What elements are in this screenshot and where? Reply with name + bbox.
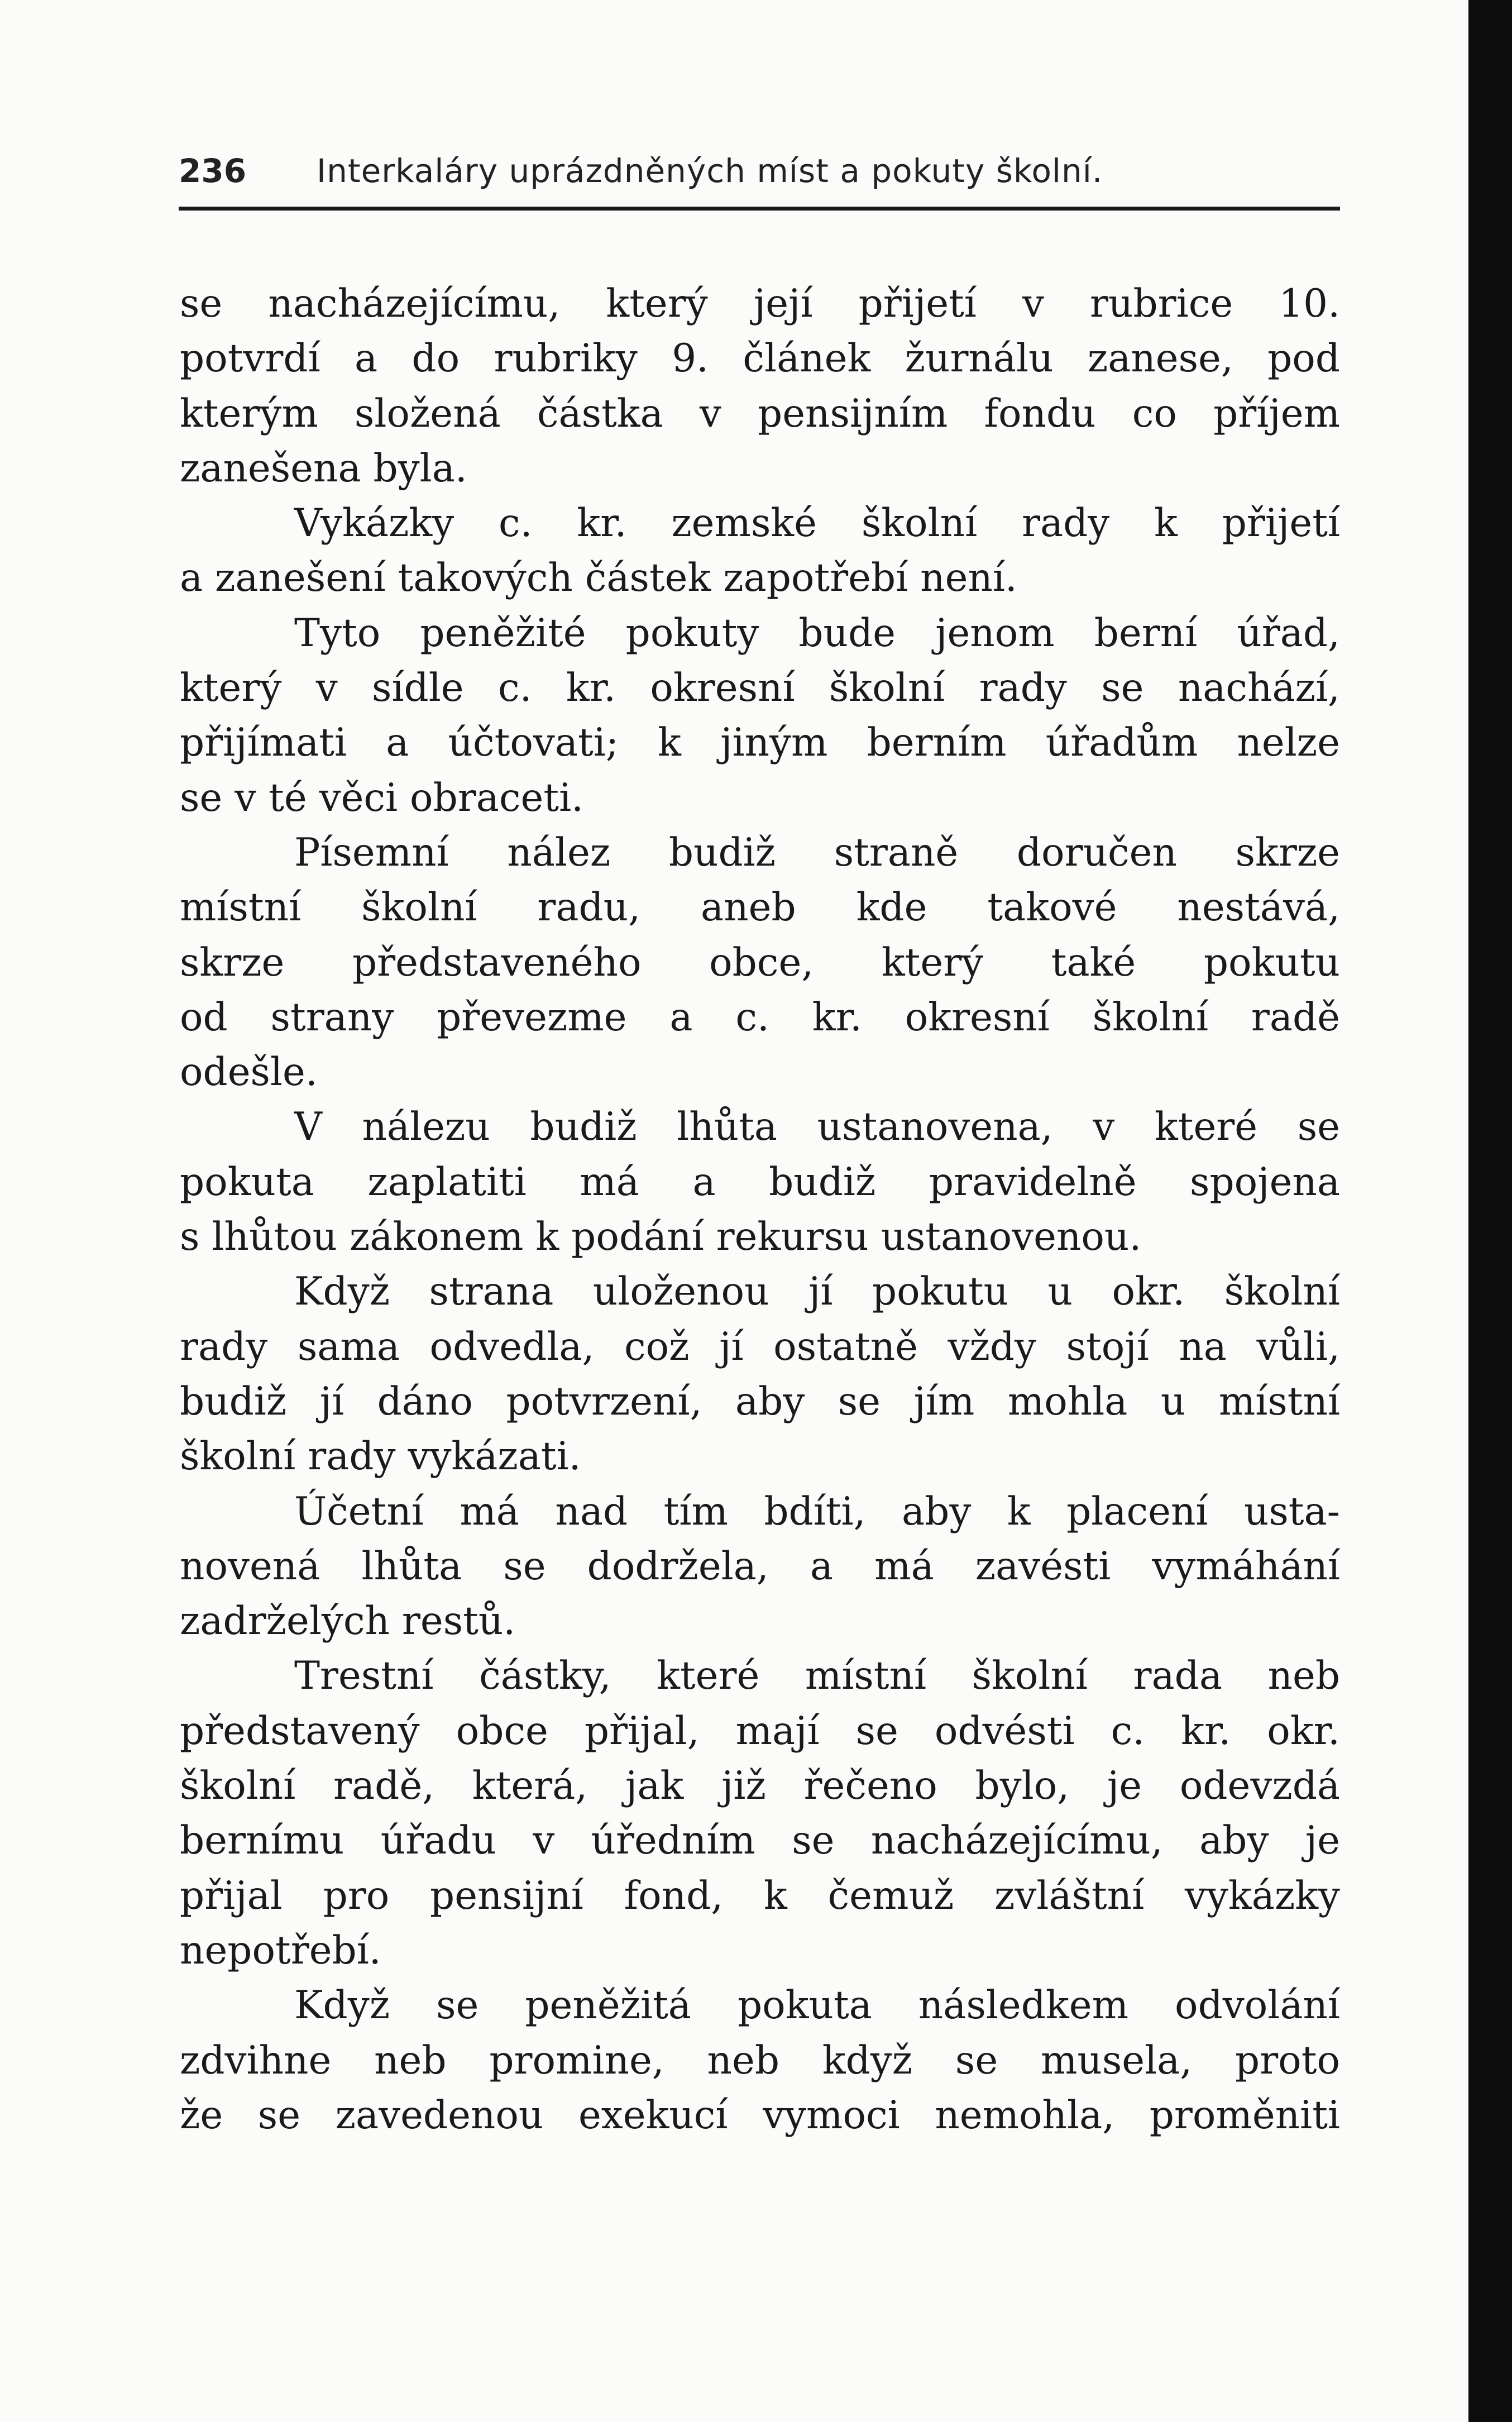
text-line <box>180 2088 1340 2143</box>
text-line <box>180 1429 1340 1484</box>
text-line-content: potvrdí a do rubriky 9. článek žurnálu zanese, pod <box>180 336 1340 381</box>
text-line <box>180 1045 1340 1100</box>
text-line-content: místní školní radu, aneb kde takové nestává, <box>180 885 1340 930</box>
text-line <box>180 1484 1340 1539</box>
text-line-content: od strany převezme a c. kr. okresní školní radě <box>180 995 1340 1040</box>
text-line-content: kterým složená částka v pensijním fondu co příjem <box>180 391 1340 436</box>
text-line <box>180 1759 1340 1813</box>
text-line-content: skrze představeného obce, který také pokutu <box>180 940 1340 985</box>
text-line <box>180 935 1340 990</box>
text-line <box>180 496 1340 551</box>
text-line <box>180 990 1340 1045</box>
text-line <box>180 880 1340 935</box>
text-line-content: se v té věci obraceti. <box>180 775 584 820</box>
text-line <box>180 661 1340 715</box>
text-line <box>180 1813 1340 1868</box>
page-number: 236 <box>179 152 247 190</box>
text-line-content: Trestní částky, které místní školní rada neb <box>294 1654 1340 1699</box>
text-line-content: budiž jí dáno potvrzení, aby se jím mohla u místní <box>180 1379 1340 1424</box>
text-line <box>180 551 1340 605</box>
text-line-content: s lhůtou zákonem k podání rekursu ustanovenou. <box>180 1215 1142 1260</box>
text-line <box>180 1374 1340 1429</box>
header-rule <box>179 207 1340 211</box>
text-line-content: Písemní nález budiž straně doručen skrze <box>294 830 1340 875</box>
text-line-content: představený obce přijal, mají se odvésti c. kr. okr. <box>180 1708 1340 1754</box>
text-line-content: školní radě, která, jak již řečeno bylo, je odevzdá <box>180 1764 1340 1809</box>
text-line <box>180 276 1340 331</box>
text-line-content: zdvihne neb promine, neb když se musela, proto <box>180 2038 1340 2083</box>
text-line <box>180 441 1340 496</box>
text-line-content: Když se peněžitá pokuta následkem odvolání <box>294 1983 1340 2028</box>
text-line-content: přijímati a účtovati; k jiným berním úřadům nelze <box>180 720 1340 766</box>
text-line <box>180 1594 1340 1649</box>
text-line <box>180 1100 1340 1154</box>
page-edge-shadow <box>1468 0 1512 2422</box>
text-line <box>180 1978 1340 2033</box>
text-line-content: rady sama odvedla, což jí ostatně vždy stojí na vůli, <box>180 1324 1340 1369</box>
text-line-content: přijal pro pensijní fond, k čemuž zvláštní vykázky <box>180 1873 1340 1918</box>
text-line <box>180 825 1340 880</box>
body-text <box>180 276 1340 2143</box>
text-line <box>180 1539 1340 1594</box>
text-line <box>180 1320 1340 1374</box>
text-line-content: Když strana uloženou jí pokutu u okr. školní <box>294 1269 1340 1315</box>
running-header <box>179 152 1340 202</box>
text-line <box>180 1264 1340 1319</box>
text-line-content: V nálezu budiž lhůta ustanovena, v které se <box>294 1105 1340 1150</box>
text-line-content: Účetní má nad tím bdíti, aby k placení usta- <box>294 1489 1340 1534</box>
text-line-content: novená lhůta se dodržela, a má zavésti vymáhání <box>180 1544 1340 1589</box>
text-line <box>180 1869 1340 1923</box>
text-line-content: odešle. <box>180 1050 318 1095</box>
text-line-content: Tyto peněžité pokuty bude jenom berní úřad, <box>294 610 1340 656</box>
text-line <box>180 771 1340 825</box>
text-line <box>180 715 1340 770</box>
text-line <box>180 1704 1340 1759</box>
text-line <box>180 1649 1340 1703</box>
text-line-content: školní rady vykázati. <box>180 1434 581 1479</box>
text-line-content: zadrželých restů. <box>180 1599 516 1644</box>
text-line <box>180 1155 1340 1210</box>
text-line <box>180 606 1340 661</box>
text-line-content: Vykázky c. kr. zemské školní rady k přijetí <box>294 501 1340 546</box>
text-line-content: se nacházejícímu, který její přijetí v rubrice 10. <box>180 281 1340 326</box>
text-line-content: a zanešení takových částek zapotřebí není. <box>180 556 1017 601</box>
text-line <box>180 2033 1340 2088</box>
text-line <box>180 1210 1340 1264</box>
text-line-content: nepotřebí. <box>180 1928 381 1973</box>
text-line <box>180 331 1340 386</box>
text-line <box>180 1923 1340 1978</box>
text-line-content: pokuta zaplatiti má a budiž pravidelně spojena <box>180 1159 1340 1205</box>
text-line-content: bernímu úřadu v úředním se nacházejícímu, aby je <box>180 1818 1340 1864</box>
text-line-content: že se zavedenou exekucí vymoci nemohla, proměniti <box>180 2093 1340 2138</box>
text-line <box>180 386 1340 441</box>
running-title: Interkaláry uprázdněných míst a pokuty školní. <box>317 152 1103 190</box>
text-line-content: který v sídle c. kr. okresní školní rady se nachází, <box>180 666 1340 711</box>
text-line-content: zanešena byla. <box>180 446 467 491</box>
